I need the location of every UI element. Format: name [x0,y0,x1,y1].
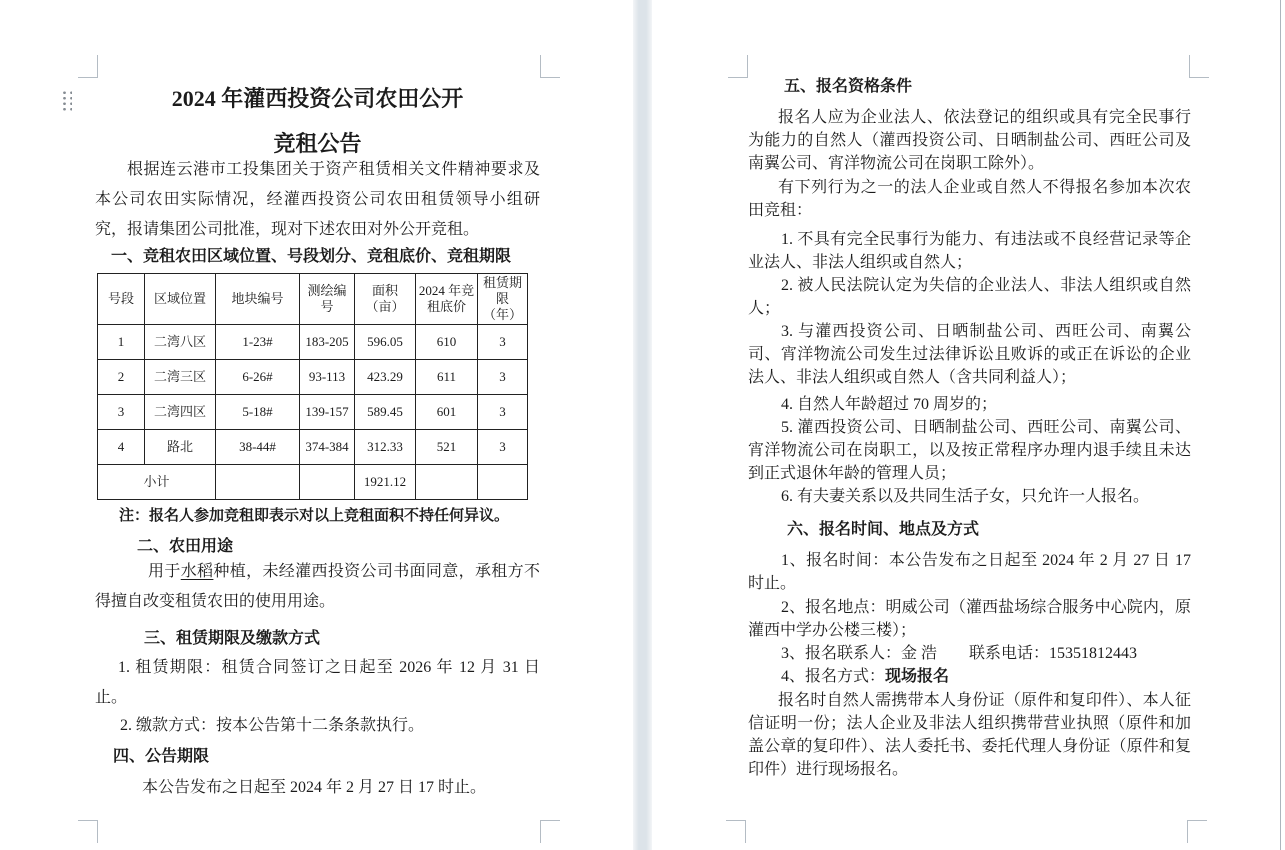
table-cell: 423.29 [355,360,416,395]
section2-text-pre: 用于 [148,563,181,580]
table-row [98,325,528,360]
section6-item4 [748,665,1191,688]
section4-heading: 四、公告期限 [113,748,210,765]
doc-title-line1: 2024 年灌西投资公司农田公开 [171,86,464,111]
section1-heading: 一、竞租农田区域位置、号段划分、竞租底价、竞租期限 [111,248,512,265]
table-cell: 38-44# [216,430,300,465]
drag-handle-icon[interactable] [60,89,72,111]
table-cell: 二湾四区 [145,395,216,430]
subtotal-area-cell: 1921.12 [355,465,416,500]
section2-heading: 二、农田用途 [137,538,234,555]
table-header-cell: 测绘编号 [300,274,355,325]
table-cell: 610 [416,325,478,360]
subtotal-label-cell: 小计 [98,465,216,500]
table-cell: 589.45 [355,395,416,430]
table-cell [416,465,478,500]
table-header-cell: 地块编号 [216,274,300,325]
section5-item: 1. 不具有完全民事行为能力、有违法或不良经营记录等企业法人、非法人组织或自然人； [748,231,1191,271]
table-cell [478,465,528,500]
table-cell: 1 [98,325,145,360]
table-header-cell: 2024 年竞租底价 [416,274,478,325]
section6-item4-value: 现场报名 [885,668,950,685]
table-cell: 5-18# [216,395,300,430]
table-cell: 二湾三区 [145,360,216,395]
table-header-cell: 区域位置 [145,274,216,325]
table-note: 注：报名人参加竞租即表示对以上竞租面积不持任何异议。 [119,508,510,524]
table-cell: 4 [98,430,145,465]
crop-mark-top-right-icon [1189,55,1209,78]
section5-item: 6. 有夫妻关系以及共同生活子女，只允许一人报名。 [781,488,1150,505]
section5-item: 4. 自然人年龄超过 70 周岁的； [781,396,998,413]
doc-title-line2: 竞租公告 [273,131,362,156]
table-cell: 596.05 [355,325,416,360]
crop-mark-bottom-left-icon [78,820,98,843]
section5-para2: 有下列行为之一的法人企业或自然人不得报名参加本次农田竞租： [748,179,1191,219]
section6-closing: 报名时自然人需携带本人身份证（原件和复印件）、本人征信证明一份；法人企业及非法人组织携带营业执照（原件和加盖公章的复印件）、法人委托书、委托代理人身份证（原件和复印件）进行现场报名。 [748,692,1191,778]
page-edge-line [1280,0,1281,850]
table-cell: 2 [98,360,145,395]
section6-item2: 2、报名地点：明威公司（灌西盐场综合服务中心院内，原灌西中学办公楼三楼）； [748,599,1191,639]
table-row [98,360,528,395]
table-header-cell: 租赁期限（年） [478,274,528,325]
table-header-cell: 面积（亩） [355,274,416,325]
table-cell: 611 [416,360,478,395]
table-cell: 374-384 [300,430,355,465]
crop-mark-bottom-right-icon [540,820,560,843]
section6-heading: 六、报名时间、地点及方式 [787,521,980,538]
section2-text-post: 种植，未经灌西投资公司书面同意，承租方不得擅自改变租赁农田的使用用途。 [95,563,540,610]
table-cell: 路北 [145,430,216,465]
section6-item3: 3、报名联系人：金 浩 联系电话：15351812443 [781,645,1138,662]
table-cell: 521 [416,430,478,465]
section6-item1: 1、报名时间：本公告发布之日起至 2024 年 2 月 27 日 17 时止。 [748,552,1191,592]
crop-mark-top-right-icon [540,55,560,78]
section2-text-underlined: 水稻 [180,563,214,580]
crop-mark-bottom-right-icon [1187,820,1207,843]
intro-paragraph: 根据连云港市工投集团关于资产租赁相关文件精神要求及本公司农田实际情况，经灌西投资公司农田租赁领导小组研究，报请集团公司批准，现对下述农田对外公开竞租。 [95,161,540,238]
section5-item: 2. 被人民法院认定为失信的企业法人、非法人组织或自然人； [748,277,1191,317]
section2-paragraph [95,557,540,617]
table-cell [300,465,355,500]
table-cell: 3 [478,325,528,360]
crop-mark-top-left-icon [78,55,98,78]
section5-item: 3. 与灌西投资公司、日晒制盐公司、西旺公司、南翼公司、宵洋物流公司发生过法律诉讼且败诉的或正在诉讼的企业法人、非法人组织或自然人（含共同利益人）； [748,323,1191,386]
page-gap [633,0,652,850]
table-header-row [98,274,528,325]
table-cell: 二湾八区 [145,325,216,360]
table-cell: 183-205 [300,325,355,360]
table-cell: 1-23# [216,325,300,360]
section3-item2: 2. 缴款方式：按本公告第十二条条款执行。 [120,717,425,734]
section5-heading: 五、报名资格条件 [784,78,913,95]
table-cell: 6-26# [216,360,300,395]
table-cell [216,465,300,500]
table-cell: 139-157 [300,395,355,430]
table-row [98,395,528,430]
table-cell: 3 [98,395,145,430]
table-cell: 312.33 [355,430,416,465]
section3-heading: 三、租赁期限及缴款方式 [144,630,321,647]
page-1 [0,0,633,850]
farmland-table [97,273,528,500]
table-cell: 3 [478,360,528,395]
table-cell: 3 [478,430,528,465]
section3-item1: 1. 租赁期限：租赁合同签订之日起至 2026 年 12 月 31 日止。 [95,659,540,706]
table-cell: 3 [478,395,528,430]
section4-body: 本公告发布之日起至 2024 年 2 月 27 日 17 时止。 [142,779,487,796]
table-header-cell: 号段 [98,274,145,325]
table-row [98,430,528,465]
section6-item4-label: 4、报名方式： [781,668,886,685]
crop-mark-bottom-left-icon [726,820,746,843]
table-subtotal-row [98,465,528,500]
page-2 [652,0,1280,850]
section5-item: 5. 灌西投资公司、日晒制盐公司、西旺公司、南翼公司、宵洋物流公司在岗职工，以及按正常程序办理内退手续且未达到正式退休年龄的管理人员； [748,419,1191,482]
crop-mark-top-left-icon [728,55,748,78]
section5-para1: 报名人应为企业法人、依法登记的组织或具有完全民事行为能力的自然人（灌西投资公司、日晒制盐公司、西旺公司及南翼公司、宵洋物流公司在岗职工除外）。 [748,109,1191,172]
table-cell: 601 [416,395,478,430]
table-cell: 93-113 [300,360,355,395]
